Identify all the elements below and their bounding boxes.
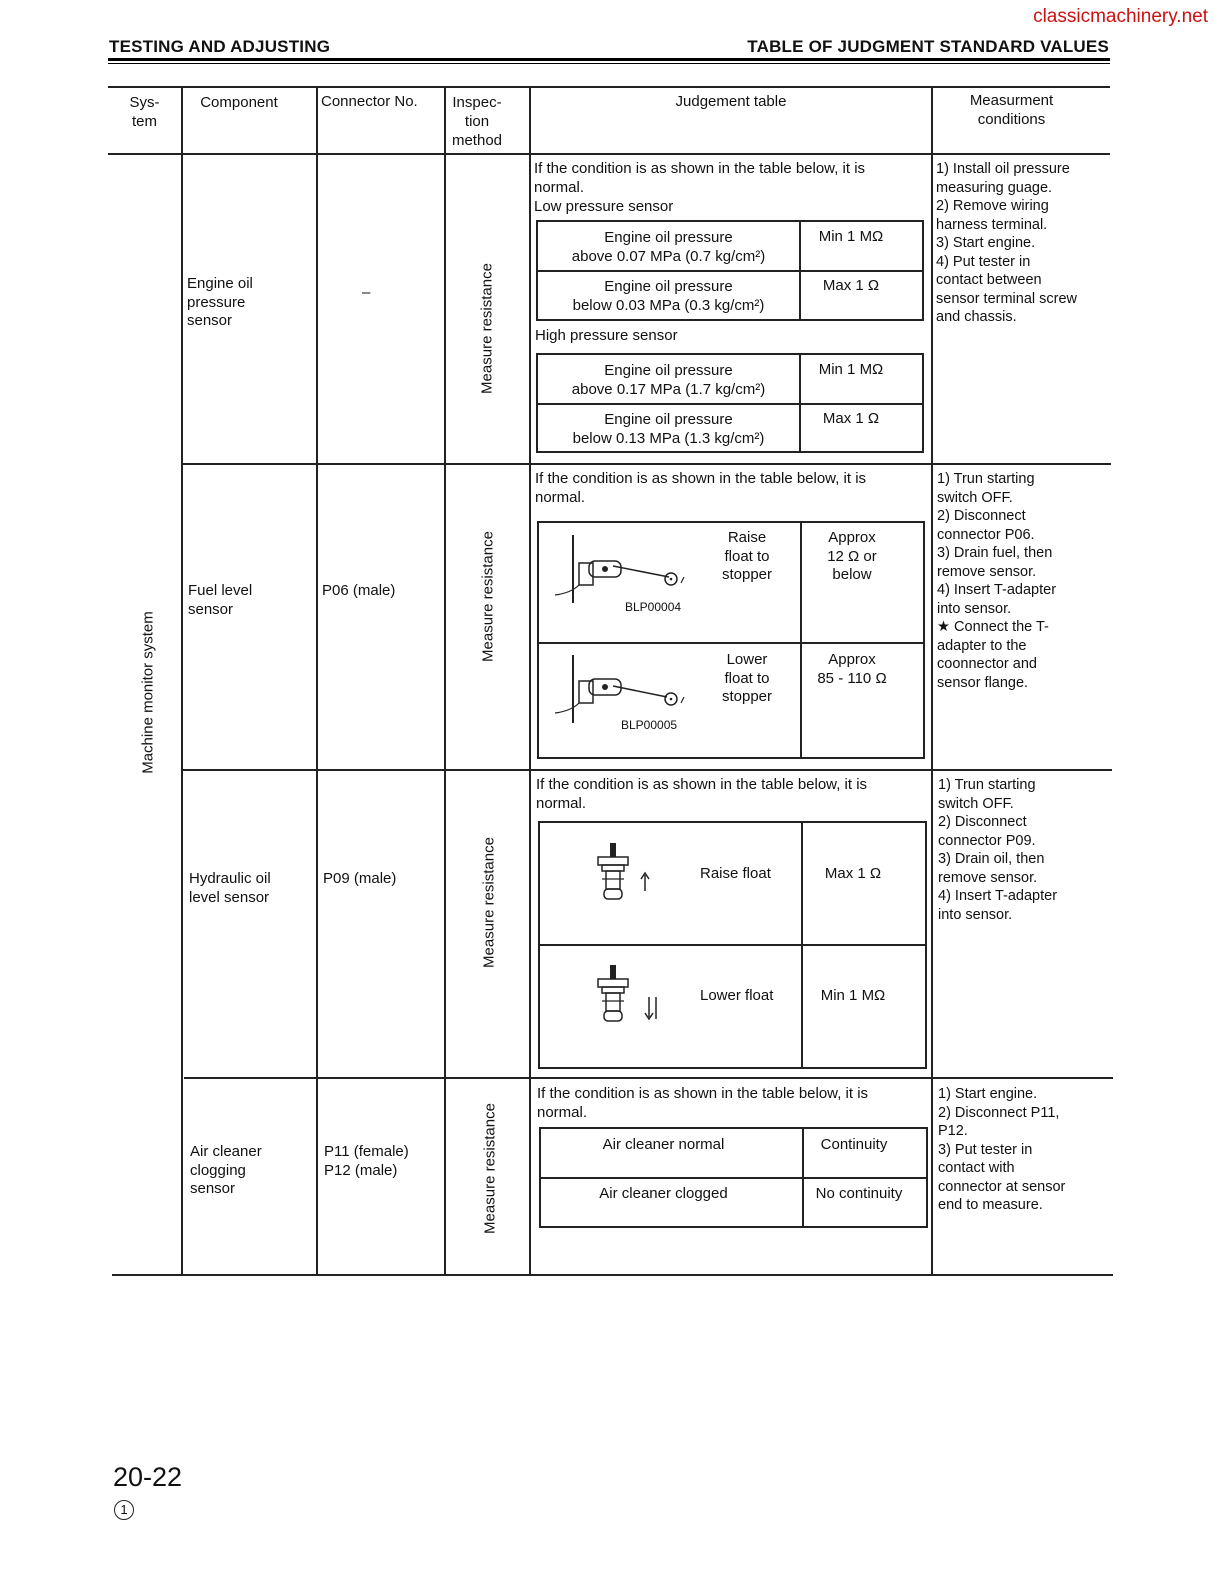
row3-component: Hydraulic oil level sensor bbox=[189, 870, 271, 906]
row2-method: Measure resistance bbox=[479, 531, 497, 662]
row1-high-cond-1: Engine oil pressure above 0.17 MPa (1.7 kg/cm²) bbox=[571, 362, 766, 398]
col-divider bbox=[529, 86, 531, 1275]
header-rule-thin bbox=[108, 63, 1110, 64]
row1-low-cond-2: Engine oil pressure below 0.03 MPa (0.3 kg/cm²) bbox=[572, 278, 765, 314]
col-header-inspection: Inspec- tion method bbox=[451, 94, 503, 149]
float-lower-diagram bbox=[551, 653, 691, 728]
row2-value-2: Approx 85 - 110 Ω bbox=[817, 651, 887, 687]
row2-state-1: Raise float to stopper bbox=[721, 529, 773, 583]
row2-component: Fuel level sensor bbox=[188, 582, 253, 618]
row3-value-2: Min 1 MΩ bbox=[820, 987, 886, 1004]
page-title: TABLE OF JUDGMENT STANDARD VALUES bbox=[747, 37, 1109, 56]
row3-intro: If the condition is as shown in the table below, it is normal. bbox=[536, 776, 868, 812]
header-bottom-border bbox=[108, 153, 1110, 155]
row4-value-1: Continuity bbox=[820, 1136, 888, 1153]
row1-low-table bbox=[536, 220, 924, 321]
section-title: TESTING AND ADJUSTING bbox=[109, 37, 331, 56]
row2-intro: If the condition is as shown in the table below, it is normal. bbox=[535, 470, 867, 506]
row4-value-2: No continuity bbox=[815, 1185, 903, 1202]
row1-low-label: Low pressure sensor bbox=[534, 198, 674, 215]
col-header-system: Sys- tem bbox=[129, 94, 160, 130]
row-divider bbox=[182, 463, 1111, 465]
col-divider bbox=[181, 86, 183, 1275]
page-number: 20-22 bbox=[113, 1462, 183, 1492]
row1-low-value-2: Max 1 Ω bbox=[822, 277, 880, 294]
row3-value-1: Max 1 Ω bbox=[824, 865, 882, 882]
row4-method: Measure resistance bbox=[481, 1103, 499, 1234]
col-divider bbox=[931, 86, 933, 1275]
float-raise-diagram bbox=[551, 533, 691, 608]
row4-connector: P11 (female) P12 (male) bbox=[324, 1143, 409, 1179]
row1-high-value-2: Max 1 Ω bbox=[822, 410, 880, 427]
row3-connector: P09 (male) bbox=[323, 870, 397, 887]
row1-component: Engine oil pressure sensor bbox=[187, 275, 253, 329]
row4-state-2: Air cleaner clogged bbox=[599, 1185, 728, 1202]
row2-value-1: Approx 12 Ω or below bbox=[827, 529, 877, 583]
row2-state-2: Lower float to stopper bbox=[721, 651, 773, 705]
row1-high-value-1: Min 1 MΩ bbox=[818, 361, 884, 378]
sensor-raise-diagram bbox=[590, 841, 660, 911]
col-header-judgement: Judgement table bbox=[675, 93, 787, 110]
row1-high-table bbox=[536, 353, 924, 453]
watermark: classicmachinery.net bbox=[1033, 6, 1208, 27]
row1-conditions: 1) Install oil pressure measuring guage. 2) Remove wiring harness terminal. 3) Start engine. 4) Put tester in contact between sensor terminal screw and chassis. bbox=[936, 161, 1078, 325]
table-top-border bbox=[108, 86, 1110, 88]
row3-state-1: Raise float bbox=[700, 865, 771, 882]
row1-high-label: High pressure sensor bbox=[535, 327, 678, 344]
col-divider bbox=[316, 86, 318, 1275]
row1-intro: If the condition is as shown in the table below, it is normal. bbox=[534, 160, 866, 196]
row4-table bbox=[539, 1127, 928, 1228]
row-divider bbox=[183, 769, 1112, 771]
row4-component: Air cleaner clogging sensor bbox=[190, 1143, 262, 1197]
float-raise-fig-id: BLP00004 bbox=[625, 600, 682, 614]
row3-conditions: 1) Trun starting switch OFF. 2) Disconnect connector P09. 3) Drain oil, then remove sensor. 4) Insert T-adapter into sensor. bbox=[938, 777, 1058, 923]
header-rule bbox=[108, 58, 1110, 61]
row1-low-cond-1: Engine oil pressure above 0.07 MPa (0.7 kg/cm²) bbox=[571, 229, 766, 265]
row-divider bbox=[184, 1077, 1113, 1079]
row2-table bbox=[537, 521, 925, 759]
row4-conditions: 1) Start engine. 2) Disconnect P11, P12. 3) Put tester in contact with connector at sensor end to measure. bbox=[938, 1086, 1066, 1213]
row1-low-value-1: Min 1 MΩ bbox=[818, 228, 884, 245]
row1-method: Measure resistance bbox=[478, 263, 496, 394]
col-header-component: Component bbox=[200, 94, 278, 111]
revision-mark: 1 bbox=[114, 1500, 134, 1520]
col-header-connector: Connector No. bbox=[321, 93, 418, 110]
float-lower-fig-id: BLP00005 bbox=[621, 718, 678, 732]
col-divider bbox=[444, 86, 446, 1275]
row1-connector: – bbox=[362, 284, 371, 301]
row4-intro: If the condition is as shown in the table below, it is normal. bbox=[537, 1085, 869, 1121]
row3-state-2: Lower float bbox=[700, 987, 774, 1004]
row3-table bbox=[538, 821, 927, 1069]
row2-connector: P06 (male) bbox=[322, 582, 396, 599]
col-header-conditions: Measurment conditions bbox=[969, 92, 1054, 128]
system-label: Machine monitor system bbox=[139, 611, 157, 774]
row1-high-cond-2: Engine oil pressure below 0.13 MPa (1.3 kg/cm²) bbox=[572, 411, 765, 447]
sensor-lower-diagram bbox=[590, 963, 660, 1033]
row3-method: Measure resistance bbox=[480, 837, 498, 968]
row4-state-1: Air cleaner normal bbox=[602, 1136, 725, 1153]
row2-conditions: 1) Trun starting switch OFF. 2) Disconnect connector P06. 3) Drain fuel, then remove sensor. 4) Insert T-adapter into sensor. ★ Connect the T- adapter to the coonnector and sensor flange. bbox=[937, 471, 1057, 691]
table-bottom-border bbox=[112, 1274, 1113, 1276]
